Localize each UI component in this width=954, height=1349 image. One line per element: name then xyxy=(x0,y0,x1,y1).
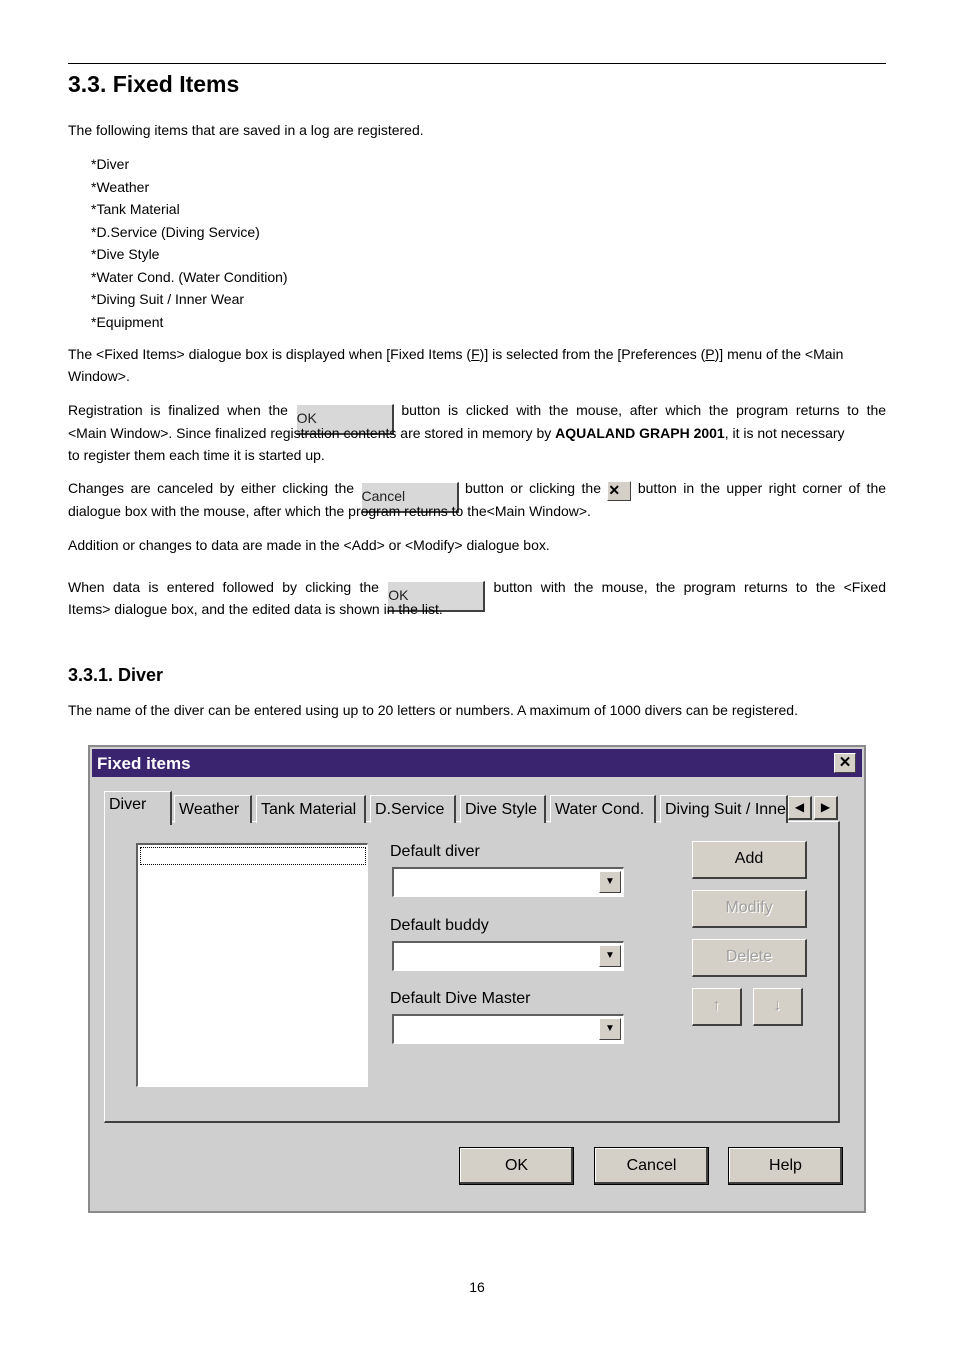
cancel-button-image: Cancel xyxy=(361,482,459,513)
ok-button-image: OK xyxy=(387,581,485,612)
items-list xyxy=(91,153,288,333)
default-diver-label: Default diver xyxy=(390,843,480,860)
chevron-down-icon[interactable]: ▼ xyxy=(599,945,621,967)
tab-dive-style[interactable]: Dive Style xyxy=(460,795,546,823)
paragraph-cancel: Changes are canceled by either clicking the Cancel button or clicking the ✕ button in the upper right corner of the dialogue box with the mouse, after which the program returns to the<Main Window>. xyxy=(68,480,887,519)
paragraph-add-modify: Addition or changes to data are made in the <Add> or <Modify> dialogue box. xyxy=(68,537,550,553)
fixed-items-dialog xyxy=(88,745,866,1213)
close-icon[interactable]: ✕ xyxy=(834,753,856,773)
subsection-heading: 3.3.1. Diver xyxy=(68,665,164,685)
default-buddy-label: Default buddy xyxy=(390,917,489,934)
diver-description: The name of the diver can be entered using up to 20 letters or numbers. A maximum of 1000 divers can be registered. xyxy=(68,702,798,718)
move-down-icon[interactable]: ↓ xyxy=(753,988,803,1026)
list-item: *Dive Style xyxy=(91,246,160,262)
list-item: *Diver xyxy=(91,156,130,172)
paragraph-fixed-items: The <Fixed Items> dialogue box is displayed when [Fixed Items (F)] is selected from the [Preferences (P)] menu of the <Main Window>. xyxy=(68,346,844,384)
tab-diving-suit[interactable]: Diving Suit / Inne xyxy=(660,795,788,823)
default-master-select[interactable] xyxy=(392,1014,624,1044)
tab-diver[interactable]: Diver xyxy=(104,791,172,825)
default-buddy-select[interactable] xyxy=(392,941,624,971)
ok-button[interactable]: OK xyxy=(459,1147,574,1185)
add-button[interactable]: Add xyxy=(692,841,807,879)
dialog-title: Fixed items xyxy=(97,754,191,773)
list-item: *Weather xyxy=(91,178,150,195)
paragraph-data-entry: When data is entered followed by clicking the OK button with the mouse, the program returns to the <Fixed Items> dialogue box, and the edited data is shown in the list. xyxy=(68,579,887,617)
diver-list[interactable] xyxy=(136,843,368,1087)
dialog-titlebar xyxy=(92,749,862,777)
tab-tank-material[interactable]: Tank Material xyxy=(256,795,366,823)
ok-button-image: OK xyxy=(296,404,394,435)
tab-dservice[interactable]: D.Service xyxy=(370,795,456,823)
tab-scroll-right-icon[interactable]: ▶ xyxy=(814,796,838,820)
list-item: *Tank Material xyxy=(91,201,180,217)
default-master-label: Default Dive Master xyxy=(390,990,531,1007)
delete-button[interactable]: Delete xyxy=(692,939,807,977)
header-rule xyxy=(68,63,886,64)
chevron-down-icon[interactable]: ▼ xyxy=(599,871,621,893)
default-diver-select[interactable] xyxy=(392,867,624,897)
list-item: *Water Cond. (Water Condition) xyxy=(91,268,288,285)
list-focus-item[interactable] xyxy=(140,847,366,865)
cancel-button[interactable]: Cancel xyxy=(594,1147,709,1185)
list-item: *D.Service (Diving Service) xyxy=(91,223,260,240)
intro-text: The following items that are saved in a log are registered. xyxy=(68,122,424,138)
tab-weather[interactable]: Weather xyxy=(174,795,252,823)
page-number: 16 xyxy=(469,1279,485,1295)
paragraph-registration: Registration is finalized when the OK button is clicked with the mouse, after which the program returns to the <Main Window>. Since finalized registration contents are stored in memory by AQUALAND GRAPH 2001, it is not necessary to register them each time it is started up. xyxy=(68,402,887,463)
move-up-icon[interactable]: ↑ xyxy=(692,988,742,1026)
tab-scroll-left-icon[interactable]: ◀ xyxy=(788,796,812,820)
list-item: *Equipment xyxy=(91,313,164,330)
help-button[interactable]: Help xyxy=(728,1147,843,1185)
tab-water-cond[interactable]: Water Cond. xyxy=(550,795,656,823)
modify-button[interactable]: Modify xyxy=(692,890,807,928)
section-heading: 3.3. Fixed Items xyxy=(68,71,240,97)
list-item: *Diving Suit / Inner Wear xyxy=(91,291,245,307)
chevron-down-icon[interactable]: ▼ xyxy=(599,1018,621,1040)
close-icon: ✕ xyxy=(607,481,631,501)
